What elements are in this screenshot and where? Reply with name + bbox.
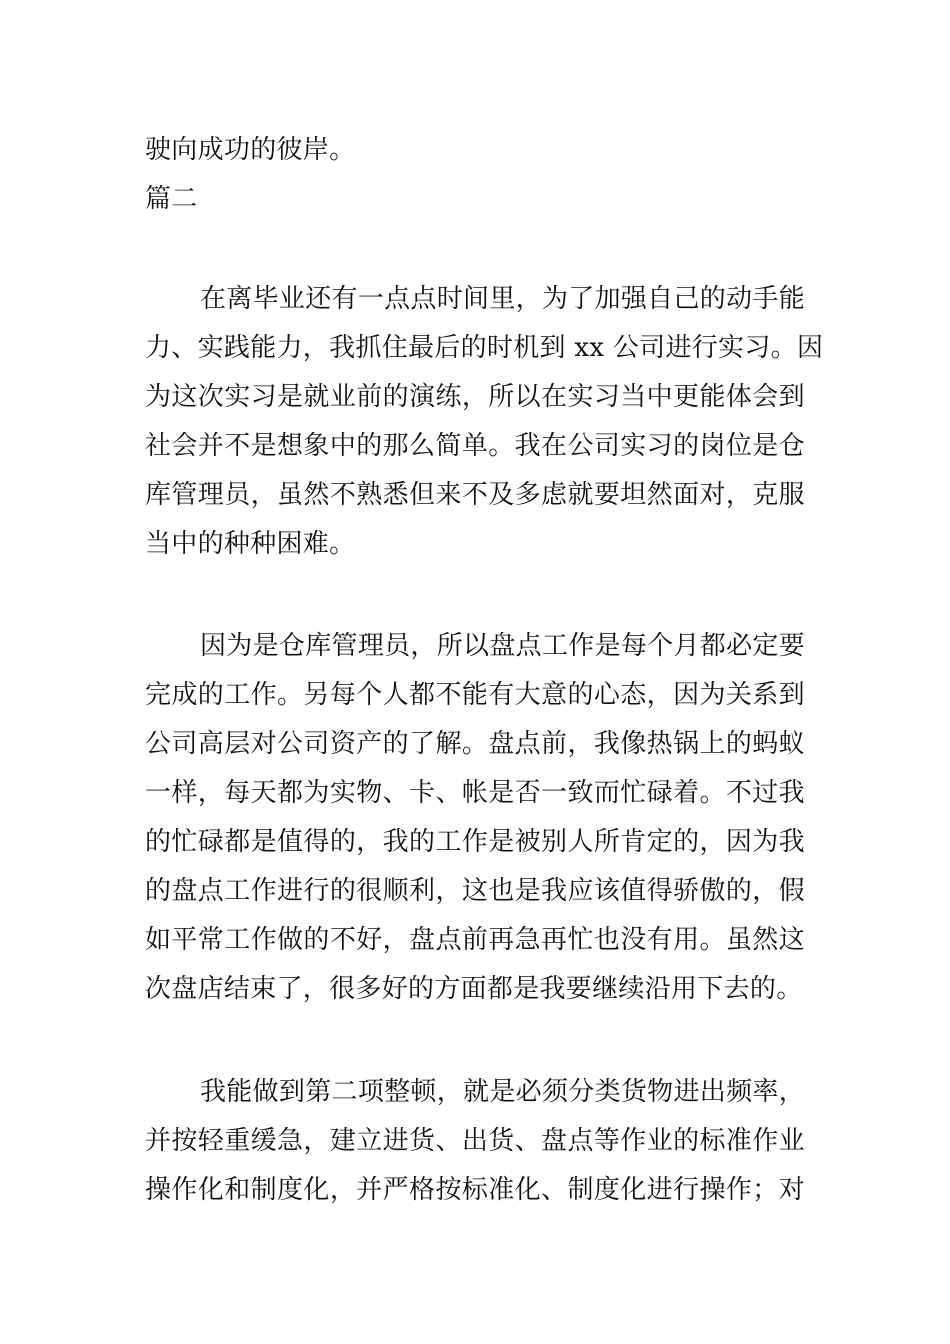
text-line: 的盘点工作进行的很顺利，这也是我应该值得骄傲的，假 (145, 876, 805, 906)
text-line: 次盘店结束了，很多好的方面都是我要继续沿用下去的。 (145, 974, 803, 1004)
text-line: 库管理员，虽然不熟悉但来不及多虑就要坦然面对，克服 (145, 480, 805, 510)
text-line: 社会并不是想象中的那么简单。我在公司实习的岗位是仓 (145, 431, 805, 461)
paragraph-3 (145, 1068, 815, 1215)
section-heading: 篇二 (145, 184, 198, 214)
text-line: 一样，每天都为实物、卡、帐是否一致而忙碌着。不过我 (145, 778, 805, 808)
text-line: 我能做到第二项整顿，就是必须分类货物进出频率， (200, 1077, 805, 1107)
text-line: 如平常工作做的不好，盘点前再急再忙也没有用。虽然这 (145, 925, 805, 955)
text-line: 驶向成功的彼岸。 (145, 135, 356, 165)
paragraph-2 (145, 622, 815, 1014)
text-line: 并按轻重缓急，建立进货、出货、盘点等作业的标准作业 (145, 1126, 805, 1156)
text-line: 当中的种种困难。 (145, 529, 356, 559)
text-line: 的忙碌都是值得的，我的工作是被别人所肯定的，因为我 (145, 827, 805, 857)
continuation-text (145, 126, 815, 224)
text-line: 为这次实习是就业前的演练，所以在实习当中更能体会到 (145, 382, 805, 412)
text-line: 因为是仓库管理员，所以盘点工作是每个月都必定要 (200, 631, 805, 661)
text-line: 完成的工作。另每个人都不能有大意的心态，因为关系到 (145, 680, 805, 710)
text-line: 在离毕业还有一点点时间里，为了加强自己的动手能 (200, 284, 805, 314)
text-line: 公司高层对公司资产的了解。盘点前，我像热锅上的蚂蚁 (145, 729, 805, 759)
text-line: 操作化和制度化，并严格按标准化、制度化进行操作；对 (145, 1175, 805, 1205)
paragraph-1 (145, 275, 824, 569)
text-line: 力、实践能力，我抓住最后的时机到 xx 公司进行实习。因 (145, 333, 824, 363)
